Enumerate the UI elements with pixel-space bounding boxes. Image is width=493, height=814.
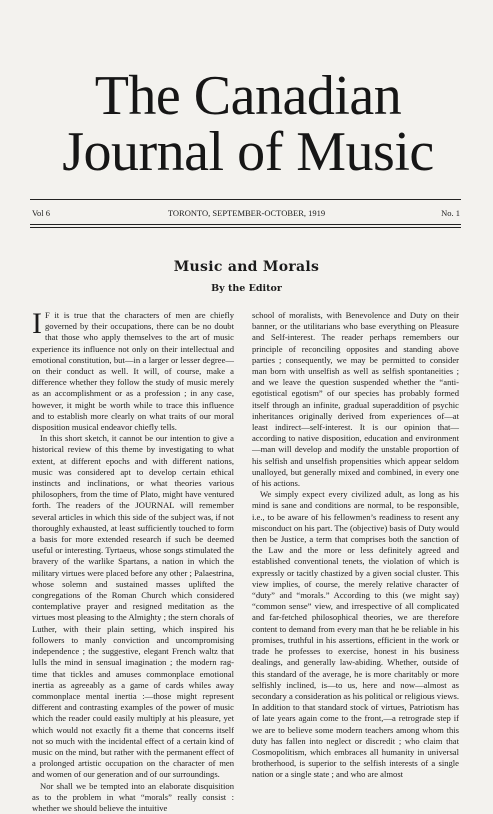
paragraph: school of moralists, with Benevolence and Duty on their banner, or the utilitarians who base everything on Pleasure and Self-interest. The reader perhaps remembers our principle of reconciling opposites and standing above parties ; consequently, we may be permitted to consider man born with unselfish as well as selfish spontaneities ; and we leave the question suspended whether the “anti-egotistical egotism” of our species has probably formed itself through an infinite, gradual superaddition of psychic inheritances originally derived from experiences of—at least indirect—self-interest. It is our opinion that—according to native disposition, education and environment—man will develop and modify the unstable proportion of his selfish and unselfish propensities which appear seldom unalloyed, but generally mixed and combined, in every one of his actions. (252, 310, 459, 489)
paragraph: IF it is true that the characters of men are chiefly governed by their occupations, there can be no doubt that those who apply themselves to the art of music experience its influence not only on their intellectual and emotional constitution, but—in a larger or lesser degree—on their conduct as well. It will, of course, make a difference whether they follow the study of music merely as an accomplishment or as a profession ; in any case, however, it might be worth while to trace this influence and to establish more clearly on what traits of our moral disposition musical endeavor chiefly tells. (32, 307, 234, 433)
paragraph: In this short sketch, it cannot be our intention to give a historical review of this theme by investigating to what extent, at different epochs and with different nations, music was considered apt to develop certain ethical instincts and inclinations, or what theories various philosophers, from the time of Plato, might have ventured forth. The readers of the JOURNAL will remember several articles in which this side of the subject was, if not thoroughly exhausted, at least sufficiently touched to form a basis for more extended research if such be deemed useful or interesting. Tyrtaeus, whose songs stimulated the bravery of the warlike Spartans, a nation in which the military virtues were placed before any other ; Palaestrina, whose solemn and sustained masses uplifted the congregations of the Roman Church which considered contemplative prayer and resigned meditation as the virtues most pleasing to the Almighty ; the stern chorals of Luther, with their plain setting, which inspired his followers to manly conviction and uncompromising independence ; the suggestive, elegant French waltz that lulls the mind in sensual imagination ; the modern rag-time that tickles and amuses commonplace emotional inertia as agreeably as a game of cards whiles away commonplace mental inertia :—those might represent different and contrasting examples of the power of music which the reader could easily multiply at his pleasure, yet which would not exactly fit a theme that concerns itself not so much with the incidental effect of a certain kind of music on the mind, but rather with the permanent effect of a prolonged artistic occupation on the character of men and women of our generation and of our surroundings. (32, 433, 234, 780)
issue-date: TORONTO, SEPTEMBER-OCTOBER, 1919 (167, 208, 326, 218)
issue-rule-bottom (30, 227, 461, 228)
paragraph: We simply expect every civilized adult, as long as his mind is sane and conditions are normal, to be responsible, i.e., to be aware of his fellowmen’s readiness to resent any misconduct on his part. The (objective) basis of Duty would then be Justice, a term that comprises both the sanction of the Law and the more or less definitely agreed and established conventional tenets, the violation of which is expressly or tacitly chastized by a given social cluster. This view implies, of course, the merely relative character of “duty” and “morals.” According to this (we might say) “common sense” view, and irrespective of all complicated and far-fetched philosophical theories, we are therefore content to demand from every man that he be reliable in his promises, truthful in his assertions, efficient in the work or trade he professes to exercise, honest in his business dealings, and generally law-abiding. Whether, outside of this standard of the average, he is more charitably or more selfishly inclined, is—to us, here and now—almost as secondary a consideration as his political or religious views. In addition to that standard stock of virtues, Patriotism has of late years again come to the front,—a retrograde step if we are to believe some modern teachers among whom this duty has fallen into neglect or discredit ; who claim that Cosmopolitism, which embraces all humanity in universal brotherhood, is superior to the selfish interests of a single nation or a single state ; and who are almost (252, 489, 459, 780)
issue-volume: Vol 6 (32, 208, 51, 218)
masthead-rule (30, 199, 461, 200)
article-title: Music and Morals (173, 259, 320, 275)
issue-number: No. 1 (441, 208, 460, 218)
article-left-column (32, 307, 234, 814)
masthead-line-1: The Canadian (94, 65, 402, 127)
masthead-line-2: Journal of Music (62, 121, 434, 183)
issue-rule-top (30, 224, 461, 225)
paragraph: Nor shall we be tempted into an elaborate disquisition as to the problem in what “morals” really consist : whether we should believe the intuitive (32, 780, 234, 813)
article-byline: By the Editor (211, 283, 282, 294)
article-right-column (252, 310, 459, 781)
